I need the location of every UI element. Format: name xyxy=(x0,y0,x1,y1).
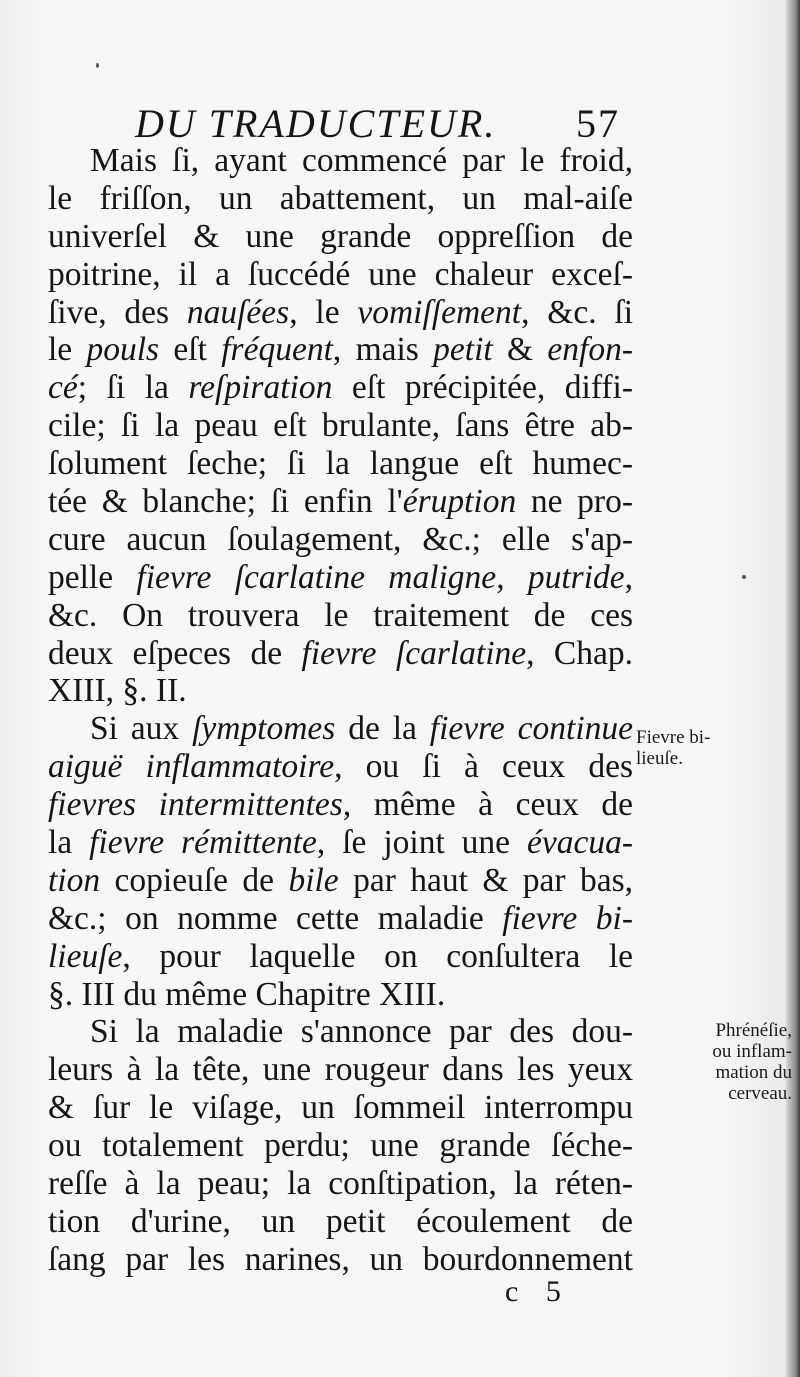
text-segment: & ſur le viſage, un ſommeil interrompu xyxy=(48,1089,633,1127)
italic-term: fievre rémittente xyxy=(89,824,317,862)
paper-speck xyxy=(96,63,99,68)
text-line xyxy=(48,900,633,938)
text-line xyxy=(48,786,633,824)
text-segment: ſolument ſeche; ſi la langue eſt humec- xyxy=(48,445,633,483)
text-segment: , Chap. xyxy=(526,634,634,672)
text-segment: , le xyxy=(289,293,358,331)
margin-note-phrenesie xyxy=(652,1020,792,1104)
paper-speck xyxy=(742,575,746,579)
text-line xyxy=(48,976,633,1014)
page-edge-shadow xyxy=(786,0,800,1377)
text-segment: , même à ceux de xyxy=(342,786,633,824)
text-segment: &c. On trouvera le traitement de ces xyxy=(48,596,633,634)
text-line xyxy=(48,710,633,748)
text-line xyxy=(48,180,633,218)
text-line xyxy=(48,597,633,635)
text-segment: tion d'urine, un petit écoulement de xyxy=(48,1202,633,1240)
margin-note-line: Fievre bi- xyxy=(636,727,711,748)
text-segment: , pour laquelle on conſultera le xyxy=(122,937,633,975)
text-segment: cile; ſi la peau eſt brulante, ſans être ab- xyxy=(48,407,633,445)
text-segment: Mais ſi, ayant commencé par le froid, xyxy=(90,142,633,179)
text-line xyxy=(48,521,633,559)
italic-term: cé xyxy=(48,369,78,407)
text-line xyxy=(48,256,633,294)
text-segment: leurs à la tête, une rougeur dans les yeux xyxy=(48,1051,633,1089)
text-segment: la xyxy=(48,824,90,862)
text-line xyxy=(48,938,633,976)
italic-term: fievres intermittentes xyxy=(48,786,343,824)
text-segment: univerſel & une grande oppreſſion de xyxy=(48,217,633,255)
italic-term: petit xyxy=(433,331,493,369)
italic-term: aiguë inflammatoire xyxy=(48,748,335,786)
text-line xyxy=(48,1165,633,1203)
italic-term: lieuſe xyxy=(48,937,123,975)
text-segment: par haut & par bas, xyxy=(338,861,633,899)
text-line xyxy=(48,1013,633,1051)
text-segment: ſang par les narines, un bourdonnement xyxy=(48,1240,633,1278)
text-line xyxy=(48,672,633,710)
signature-mark: c 5 xyxy=(505,1275,571,1308)
italic-term: bile xyxy=(288,861,339,899)
text-segment: ſive, des xyxy=(48,293,187,331)
text-segment: de la xyxy=(335,710,430,748)
margin-note-line: mation du xyxy=(715,1062,792,1083)
text-line xyxy=(48,1241,633,1279)
text-line xyxy=(48,635,633,673)
text-segment: eſt précipitée, diffi- xyxy=(332,369,633,407)
italic-term: tion xyxy=(48,861,101,899)
italic-term: fievre ſcarlatine maligne xyxy=(136,558,497,596)
italic-term: vomiſſement xyxy=(357,293,522,331)
text-line xyxy=(48,1051,633,1089)
text-segment: reſſe à la peau; la conſtipation, la réten- xyxy=(48,1165,633,1203)
text-segment: & xyxy=(492,331,548,369)
text-segment: copieuſe de xyxy=(100,861,289,899)
text-segment: deux eſpeces de xyxy=(48,634,302,672)
text-line xyxy=(48,483,633,521)
text-line xyxy=(48,294,633,332)
text-segment: le xyxy=(48,331,87,369)
text-segment: ; ſi la xyxy=(77,369,189,407)
italic-term: pouls xyxy=(86,331,160,369)
text-segment: ou totalement perdu; une grande ſéche- xyxy=(48,1127,633,1165)
text-line xyxy=(48,748,633,786)
italic-term: nauſées xyxy=(186,293,290,331)
text-segment: poitrine, il a ſuccédé une chaleur exceſ- xyxy=(48,255,633,293)
text-segment: cure aucun ſoulagement, &c.; elle s'ap- xyxy=(48,520,633,558)
margin-note-line: lieuſe. xyxy=(636,748,683,769)
italic-term: éruption xyxy=(402,483,517,521)
text-line xyxy=(48,1127,633,1165)
text-segment: Si aux xyxy=(90,710,193,748)
italic-term: fréquent xyxy=(221,331,333,369)
text-segment: Si la maladie s'annonce par des dou- xyxy=(90,1013,633,1051)
text-line xyxy=(48,331,633,369)
text-segment: , xyxy=(496,558,528,596)
margin-note-line: Phrénéſie, xyxy=(715,1020,792,1041)
text-segment: , xyxy=(624,558,634,596)
text-segment: XIII, §. II. xyxy=(48,672,187,710)
text-segment: , ou ſi à ceux des xyxy=(334,748,633,786)
text-segment: tée & blanche; ſi enfin l' xyxy=(48,483,403,521)
margin-note-line: cerveau. xyxy=(728,1083,792,1104)
italic-term: fievre ſcarlatine xyxy=(301,634,527,672)
body-text xyxy=(48,142,633,1279)
text-line xyxy=(48,1203,633,1241)
text-line xyxy=(48,218,633,256)
italic-term: fievre continue xyxy=(429,710,634,748)
text-line xyxy=(48,407,633,445)
text-segment: ne pro- xyxy=(516,483,633,521)
italic-term: enfon- xyxy=(547,331,633,369)
text-segment: le friſſon, un abattement, un mal-aiſe xyxy=(48,179,633,217)
text-segment: , mais xyxy=(332,331,434,369)
text-line xyxy=(48,445,633,483)
text-segment: &c.; on nomme cette maladie xyxy=(48,899,503,937)
text-segment: pelle xyxy=(48,558,137,596)
italic-term: ſymptomes xyxy=(192,710,336,748)
text-segment: , &c. ſi xyxy=(521,293,633,331)
text-line xyxy=(48,559,633,597)
text-segment: §. III du même Chapitre XIII. xyxy=(48,975,446,1013)
italic-term: fievre bi- xyxy=(502,899,633,937)
page-number: 57 xyxy=(576,101,620,146)
text-segment: eſt xyxy=(159,331,222,369)
italic-term: putride xyxy=(527,558,625,596)
text-line xyxy=(48,142,633,180)
italic-term: évacua- xyxy=(527,824,634,862)
text-line xyxy=(48,862,633,900)
running-title: DU TRADUCTEUR. xyxy=(135,101,497,146)
italic-term: reſpiration xyxy=(188,369,333,407)
text-line xyxy=(48,369,633,407)
margin-note-fievre-bilieuse xyxy=(636,727,796,769)
text-line xyxy=(48,824,633,862)
text-segment: , ſe joint une xyxy=(316,824,527,862)
margin-note-line: ou inflam- xyxy=(712,1041,792,1062)
text-line xyxy=(48,1089,633,1127)
